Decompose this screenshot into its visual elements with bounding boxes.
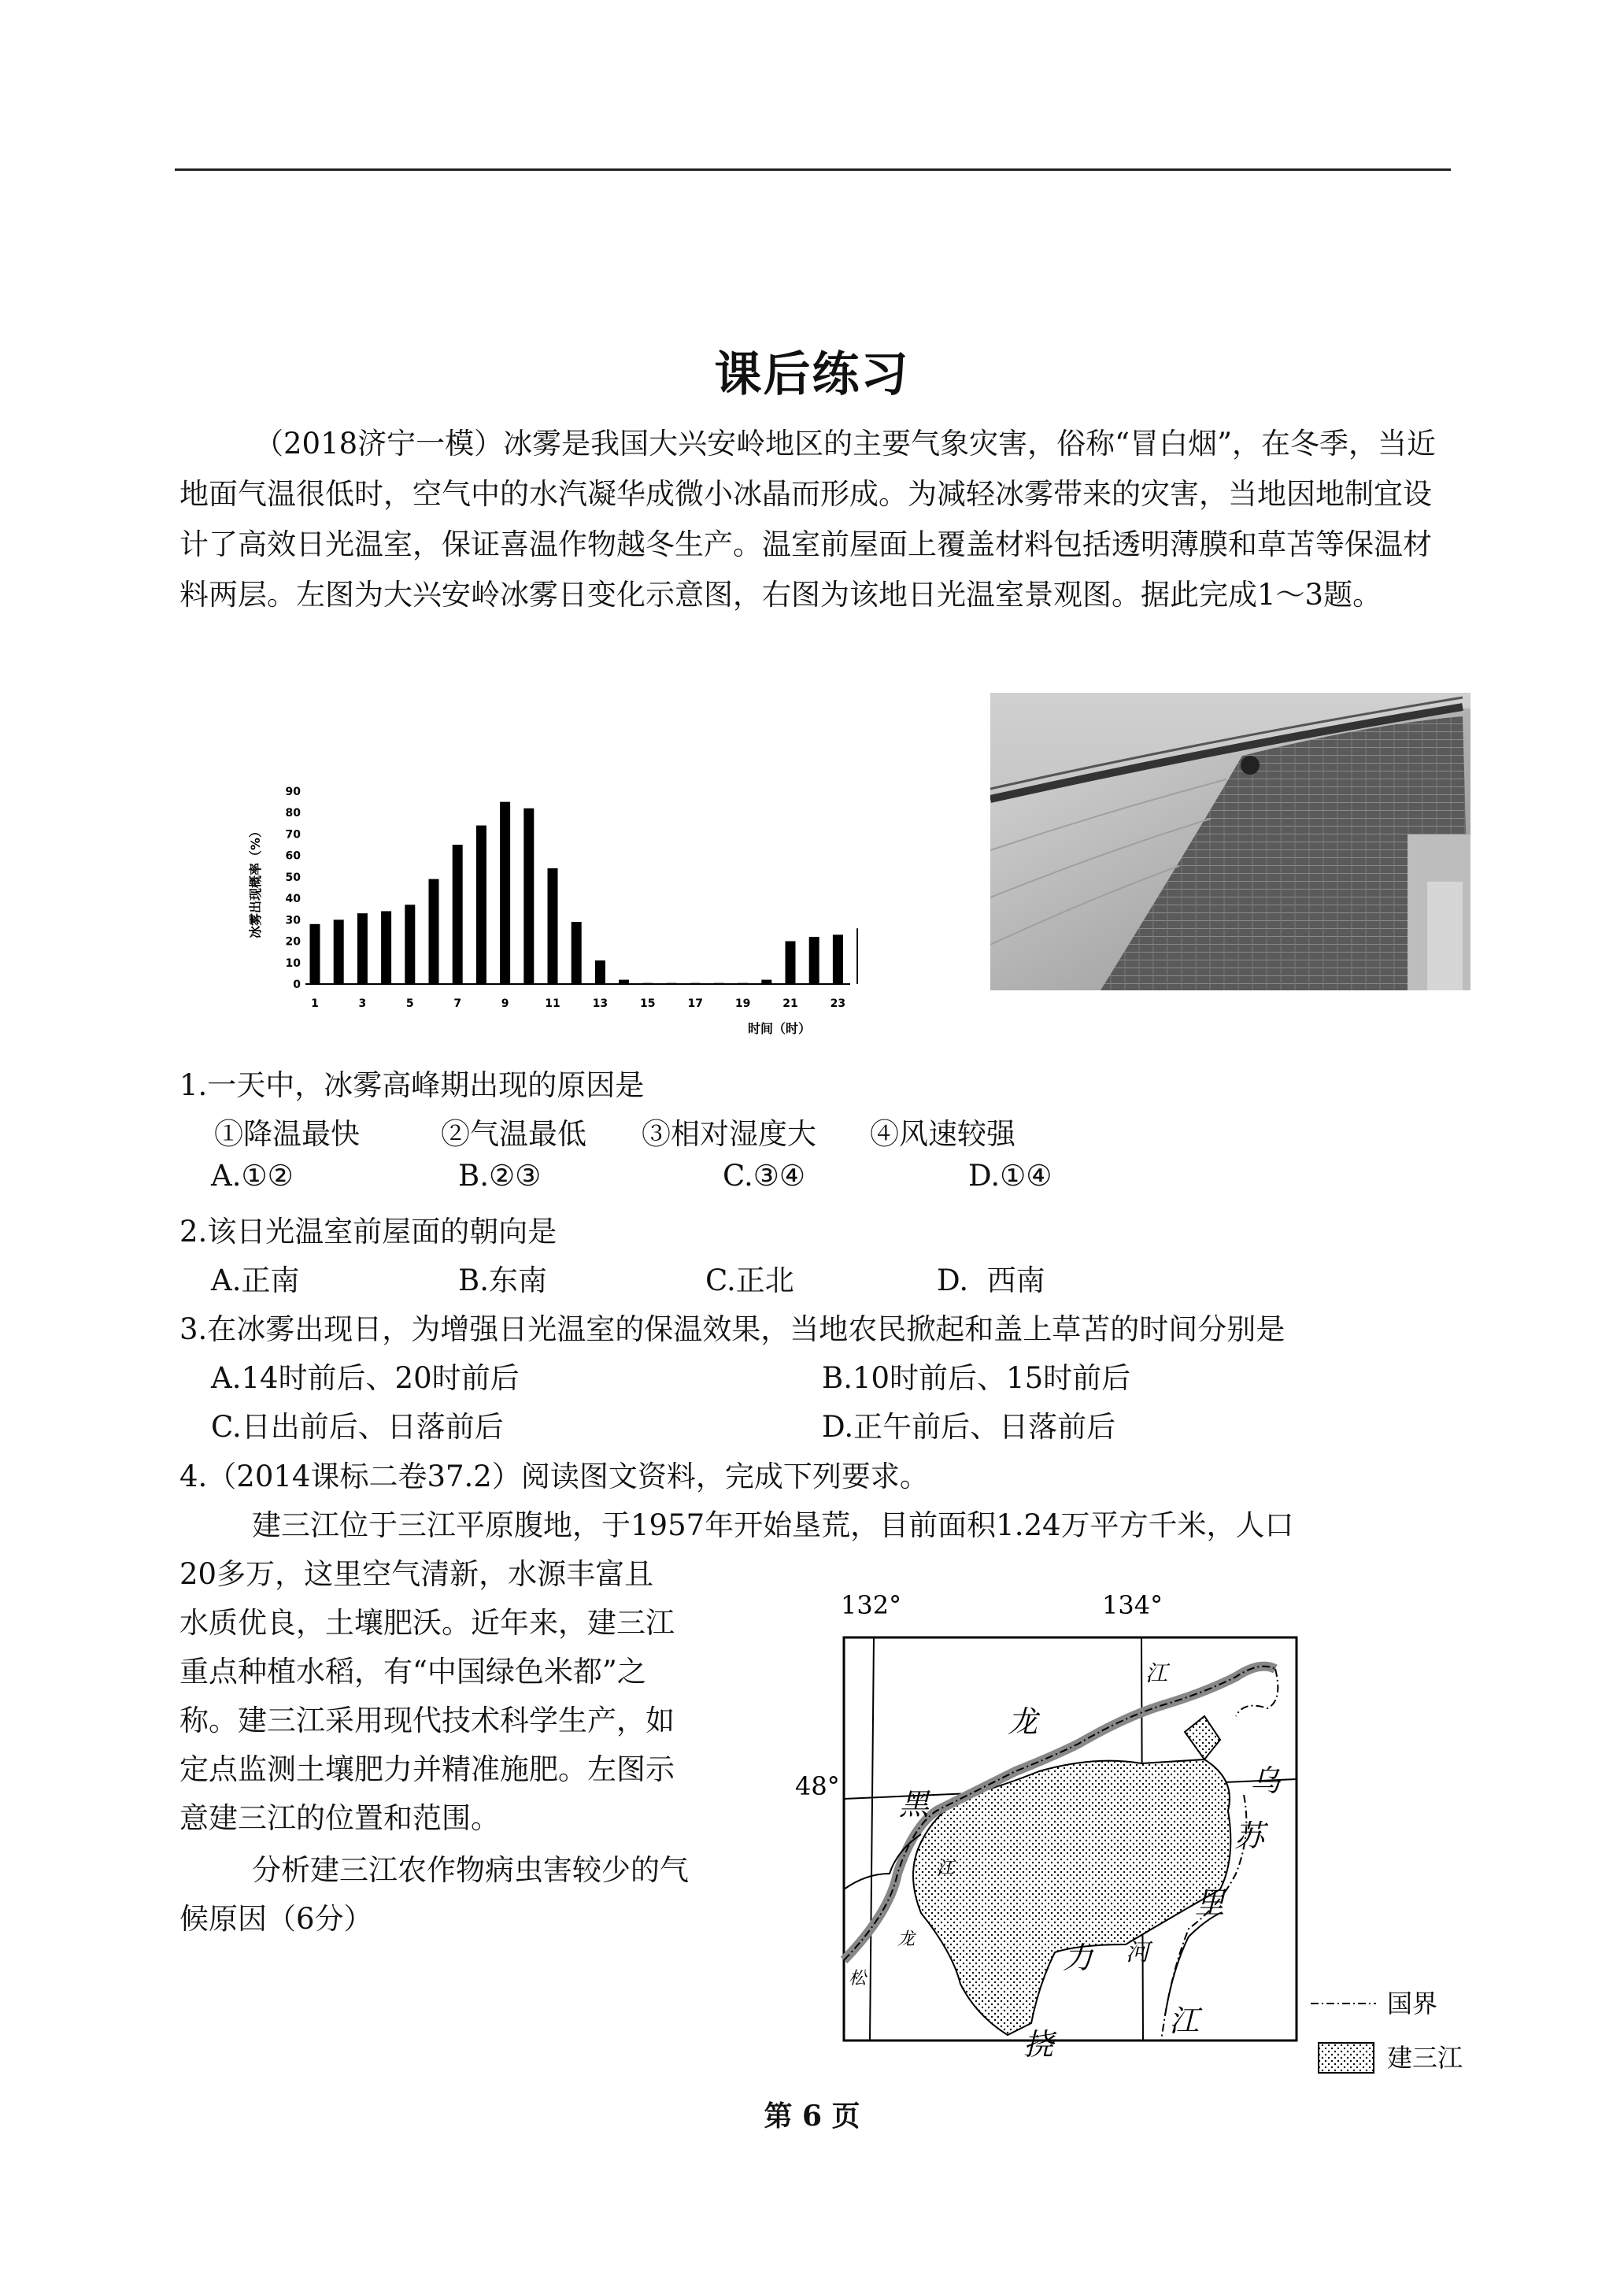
bar (500, 802, 510, 984)
y-tick-label: 30 (285, 914, 301, 927)
river-char: 江 (937, 1859, 955, 1878)
bar (548, 868, 558, 984)
y-tick-label: 10 (285, 956, 301, 970)
jiansanjiang-map (795, 1574, 1488, 2078)
y-tick-label: 90 (285, 786, 301, 798)
x-tick-label: 13 (592, 997, 609, 1010)
bar (453, 845, 463, 984)
q3-option-b[interactable]: B.10时前后、15时前后 (822, 1361, 1131, 1395)
q2-option-b[interactable]: B.东南 (458, 1264, 547, 1297)
y-tick-label: 20 (285, 935, 301, 949)
q4-text-line: 意建三江的位置和范围。 (179, 1801, 500, 1835)
river-char: 乌 (1250, 1763, 1281, 1798)
bar (357, 913, 368, 984)
page-number: 第 6 页 (764, 2100, 860, 2133)
y-tick-label: 40 (285, 893, 301, 906)
river-char: 龙 (897, 1930, 916, 1949)
greenhouse-photo (990, 693, 1470, 990)
q1-item: ③相对湿度大 (642, 1117, 816, 1151)
x-tick-label: 15 (640, 997, 656, 1010)
river-char: 江 (1145, 1660, 1168, 1686)
river-char: 江 (1169, 2004, 1200, 2038)
q1-option-d[interactable]: D.①④ (968, 1159, 1052, 1193)
y-tick-label: 70 (285, 828, 301, 842)
river-char: 龙 (1008, 1704, 1038, 1739)
bar (334, 919, 344, 984)
q1-item: ④风速较强 (870, 1117, 1015, 1151)
q4-text-line: 称。建三江采用现代技术科学生产，如 (179, 1704, 675, 1737)
q1-item: ②气温最低 (441, 1117, 586, 1151)
q1-option-a[interactable]: A.①② (211, 1159, 294, 1193)
river-char: 黑 (899, 1787, 930, 1822)
q1-option-b[interactable]: B.②③ (458, 1159, 542, 1193)
x-tick-label: 11 (545, 997, 560, 1010)
bar (523, 808, 534, 984)
y-tick-label: 80 (285, 807, 301, 820)
y-tick-label: 60 (285, 849, 301, 863)
q4-task-line: 候原因（6分） (179, 1902, 373, 1936)
x-tick-label: 9 (501, 997, 509, 1010)
y-axis-label: 冰雾出现概率（%） (248, 824, 263, 939)
bar (381, 911, 391, 984)
bar (405, 905, 415, 984)
x-axis-label: 时间（时） (747, 1021, 812, 1036)
x-tick-label: 21 (782, 997, 798, 1010)
river-char: 苏 (1234, 1819, 1265, 1853)
bar (833, 934, 843, 984)
river-char: 河 (1126, 1939, 1149, 1967)
legend-border-label: 国界 (1387, 1989, 1438, 2018)
x-tick-label: 1 (311, 997, 319, 1010)
q1-option-c[interactable]: C.③④ (723, 1159, 806, 1193)
q3-option-c[interactable]: C.日出前后、日落前后 (211, 1410, 504, 1444)
q4-stem: 4.（2014课标二卷37.2）阅读图文资料，完成下列要求。 (179, 1460, 929, 1493)
q3-option-d[interactable]: D.正午前后、日落前后 (822, 1410, 1116, 1444)
header-rule (175, 168, 1451, 171)
q4-text-line: 20多万，这里空气清新，水源丰富且 (179, 1557, 654, 1591)
x-tick-label: 7 (453, 997, 462, 1010)
q3-option-a[interactable]: A.14时前后、20时前后 (211, 1361, 520, 1395)
y-tick-label: 0 (293, 979, 301, 991)
ice-fog-bar-chart (244, 712, 858, 1043)
legend-area-label: 建三江 (1387, 2043, 1463, 2073)
bar (429, 879, 439, 984)
q4-text-line: 建三江位于三江平原腹地，于1957年开始垦荒，目前面积1.24万平方千米，人口 (252, 1508, 1294, 1542)
q1-item: ①降温最快 (214, 1117, 360, 1151)
river-char: 里 (1195, 1885, 1226, 1920)
legend (1311, 1989, 1463, 2073)
lat-label-48: 48° (795, 1771, 840, 1801)
q4-text-line: 定点监测土壤肥力并精准施肥。左图示 (179, 1752, 675, 1786)
lon-label-134: 134° (1102, 1590, 1163, 1620)
intro-paragraph: （2018济宁一模）冰雾是我国大兴安岭地区的主要气象灾害，俗称“冒白烟”，在冬季，当近地面气温很低时，空气中的水汽凝华成微小冰晶而形成。为减轻冰雾带来的灾害，当地因地制宜设计了高效日光温室，保证喜温作物越冬生产。温室前屋面上覆盖材料包括透明薄膜和草苫等保温材料两层。左图为大兴安岭冰雾日变化示意图，右图为该地日光温室景观图。据此完成1～3题。 (179, 427, 1436, 612)
river-char: 松 (849, 1969, 867, 1989)
bar (572, 922, 582, 984)
x-tick-label: 17 (687, 997, 703, 1010)
q2-option-a[interactable]: A.正南 (211, 1264, 300, 1297)
x-tick-label: 5 (405, 997, 414, 1010)
q2-option-d[interactable]: D. 西南 (937, 1264, 1045, 1297)
bar (595, 960, 605, 984)
bar (786, 942, 796, 984)
lon-label-132: 132° (841, 1590, 902, 1620)
river-char: 力 (1063, 1941, 1093, 1975)
x-tick-label: 19 (734, 997, 751, 1010)
q2-stem: 2.该日光温室前屋面的朝向是 (179, 1215, 557, 1249)
area-legend-swatch (1319, 2043, 1374, 2073)
bar (856, 928, 858, 984)
river-char: 挠 (1023, 2027, 1054, 2062)
q1-stem: 1.一天中，冰雾高峰期出现的原因是 (179, 1068, 645, 1102)
bar (809, 937, 819, 984)
q2-option-c[interactable]: C.正北 (705, 1264, 794, 1297)
bar (476, 826, 486, 984)
q4-text-line: 水质优良，土壤肥沃。近年来，建三江 (179, 1606, 675, 1640)
q4-task-line: 分析建三江农作物病虫害较少的气 (252, 1853, 689, 1887)
q4-text-line: 重点种植水稻，有“中国绿色米都”之 (179, 1655, 646, 1689)
x-tick-label: 3 (358, 997, 367, 1010)
bar (310, 924, 320, 984)
q3-stem: 3.在冰雾出现日，为增强日光温室的保温效果，当地农民掀起和盖上草苫的时间分别是 (179, 1312, 1286, 1346)
y-tick-label: 50 (285, 871, 301, 884)
page-title: 课后练习 (714, 347, 910, 402)
x-tick-label: 23 (830, 997, 846, 1010)
